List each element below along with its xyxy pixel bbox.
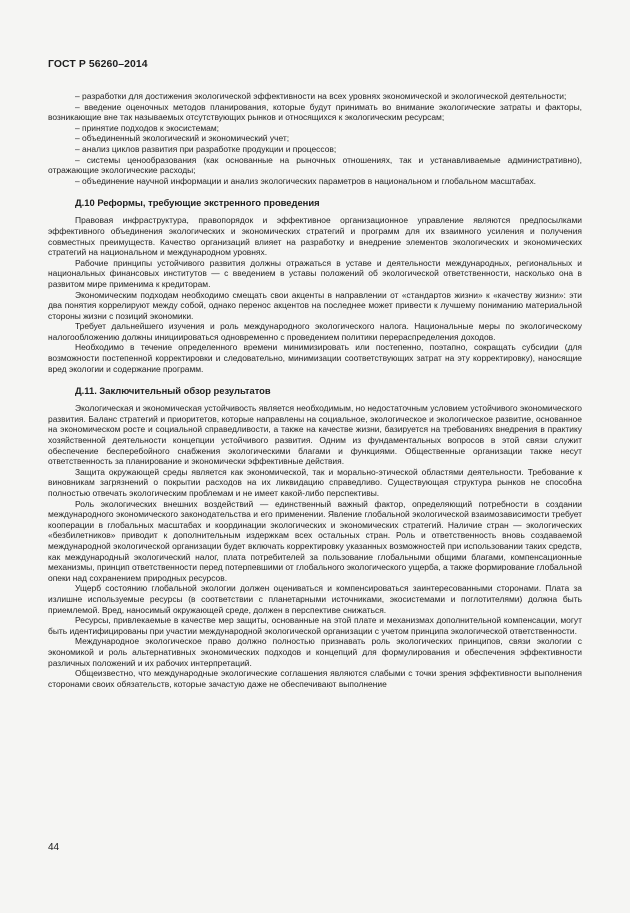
- paragraph: Ресурсы, привлекаемые в качестве мер защиты, основанные на этой плате и механизмах дополнительной компенсации, могут быть идентифицированы при участии международной экологической организации с учетом принципа экологической ответственности.: [48, 615, 582, 636]
- paragraph: Необходимо в течение определенного времени минимизировать или постепенно, поэтапно, сокращать субсидии (для возможности постепенной корректировки и следовательно, минимизации соответствующих затрат на эту корректировку), наносящие вред экологии и содержание программ.: [48, 342, 582, 374]
- paragraph: – введение оценочных методов планирования, которые будут принимать во внимание экологические затраты и факторы, возникающие вне так называемых отсутствующих рынков и относящихся к экологическим ресурсам;: [48, 101, 582, 123]
- section-heading: Д.11. Заключительный обзор результатов: [75, 385, 271, 397]
- section-heading: Д.10 Реформы, требующие экстренного проведения: [75, 197, 320, 209]
- paragraph: Роль экологических внешних воздействий — единственный важный фактор, определяющий потребности в создании международного экономического законодательства и его применении. Явление глобальной экологической взаимозависимости требует кооперации в глобальных масштабах и координации экологических и экономических стратегий. Наличие стран — экологических «безбилетников» приводит к дополнительным издержкам всех остальных стран. Роль и ответственность вновь создаваемой международной экологической организации будет включать корректировку указанных возможностей при использовании таких средств, как международный экологический налог, плата потребителей за пользование глобальными общими благами, компенсационные механизмы, принцип ответственности перед потерпевшими от глобального экологического ущерба, а также формирование глобальной опеки над сохранением природных ресурсов.: [48, 498, 582, 583]
- page-number: 44: [48, 842, 60, 853]
- paragraph: Международное экологическое право должно полностью признавать роль экологических принципов, связи экологии с экономикой и роль альтернативных экономических подходов и концепций для формулирования и обеспечения эффективности различных положений и их рабочих интерпретаций.: [48, 636, 582, 668]
- paragraph: – анализ циклов развития при разработке продукции и процессов;: [75, 143, 337, 154]
- paragraph: Экономическим подходам необходимо смещать свои акценты в направлении от «стандартов жизни» к «качеству жизни»: эти два понятия коррелируют между собой, однако перенос акцентов на последнее может привести к лучшему пониманию материальной стороны жизни с позиций экономики.: [48, 289, 582, 321]
- document-header: ГОСТ Р 56260–2014: [48, 59, 148, 70]
- paragraph: Защита окружающей среды является как экономической, так и морально-этической областями деятельности. Требование к виновникам загрязнений о покрытии расходов на их ликвидацию справедливо. Существующая структура рынков не способна полностью отвечать экологическим проблемам и не имеет какой-либо перспективы.: [48, 466, 582, 498]
- paragraph: – системы ценообразования (как основанные на рыночных отношениях, так и устанавливаемые административно), отражающие экологические расходы;: [48, 154, 582, 176]
- paragraph: Общеизвестно, что международные экологические соглашения являются слабыми с точки зрения эффективности выполнения сторонами своих обязательств, которые зачастую даже не обеспечивают выполнение: [48, 668, 582, 689]
- paragraph: Экологическая и экономическая устойчивость является необходимым, но недостаточным условием устойчивого экономического развития. Баланс стратегий и приоритетов, которые направлены на социальное, экологическое и экологическое развитие, основанное на экономическом росте и социальной справедливости, а также на качестве жизни, базируется на требованиях внедрения в практику хозяйственной деятельности концепции устойчивого развития. Одним из фундаментальных вопросов в этой связи служит обеспечение бесперебойного снабжения экологическими благами и функциями. Общественные организации также несут ответственность за планирование и экономически эффективные действия.: [48, 403, 582, 467]
- paragraph: – объединенный экологический и экономический учет;: [75, 133, 290, 144]
- paragraph: Правовая инфраструктура, правопорядок и эффективное организационное управление являются предпосылками эффективного объединения экологических и экономических стратегий и программ для их взаимного усиления и получения совместных преимуществ. Качество организаций влияет на разработку и внедрение элементов экологических и экономических стратегий на национальном и международном уровнях.: [48, 215, 582, 258]
- document-body: [48, 91, 582, 689]
- paragraph: Ущерб состоянию глобальной экологии должен оцениваться и компенсироваться заинтересованными сторонами. Плата за излишне используемые ресурсы (в соответствии с планетарными источниками, экосистемами и поглотителями) должна быть приемлемой. Вред, наносимый окружающей среде, должен в перспективе снижаться.: [48, 583, 582, 615]
- paragraph: Требует дальнейшего изучения и роль международного экологического налога. Национальные меры по экологическому налогообложению должны инициироваться одновременно с проведением политики перераспределения доходов.: [48, 321, 582, 342]
- paragraph: Рабочие принципы устойчивого развития должны отражаться в уставе и деятельности международных, региональных и национальных финансовых институтов — с введением в уставы положений об экологической ответственности, насколько она в развитом мире применима к кредиторам.: [48, 257, 582, 289]
- paragraph: – разработки для достижения экологической эффективности на всех уровнях экономической и экологической деятельности;: [75, 91, 567, 101]
- paragraph: – объединение научной информации и анализ экологических параметров в национальном и глобальном масштабах.: [75, 175, 537, 186]
- paragraph: – принятие подходов к экосистемам;: [75, 122, 219, 133]
